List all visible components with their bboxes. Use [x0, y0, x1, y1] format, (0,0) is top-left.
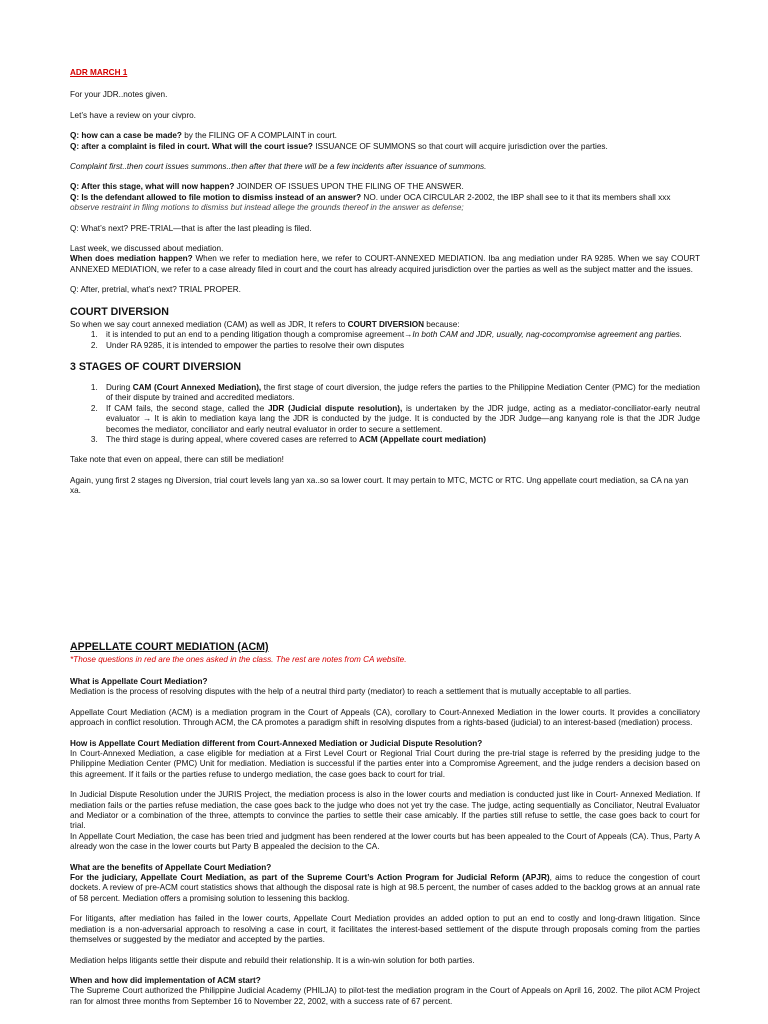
acm-paragraph-4: For litigants, after mediation has failed in the lower courts, Appellate Court Mediation provides an added option to put an end to costly and long-drawn litigation. Since mediation is a non-adversarial approach to resolving a case in court, it facilitates the interest-based settlement of the dispute through proposals coming from the parties themselves or suggested by the mediator and accepted by the parties. [70, 914, 700, 945]
list-item: 2. Under RA 9285, it is intended to empower the parties to resolve their own disputes [100, 341, 700, 351]
qa-item-3 [70, 182, 700, 192]
acm-question-2-text: How is Appellate Court Mediation different from Court-Annexed Mediation or Judicial Dispute Resolution? [70, 738, 483, 748]
stages-explanation: Again, yung first 2 stages ng Diversion, trial court levels lang yan xa..so sa lower court. It may pertain to MTC, MCTC or RTC. Ung appellate court mediation, sa CA na yan xa. [70, 475, 689, 496]
answer-4-quote: observe restraint in filing motions to dismiss but instead allege the grounds thereof in the answer as defense; [70, 203, 464, 213]
page-gap [70, 507, 700, 637]
court-diversion-intro-text: So when we say court annexed mediation (CAM) as well as JDR, It refers to [70, 319, 348, 329]
acm-paragraph-1: Appellate Court Mediation (ACM) is a mediation program in the Court of Appeals (CA), corollary to Court-Annexed Mediation in the lower courts. It provides a conciliatory approach in conflict resolution. Through ACM, the CA promotes a paradigm shift in resolving disputes from a rights-based (judicial) to an interest-based (mediation) process. [70, 707, 700, 728]
stage-1-term: CAM (Court Annexed Mediation), [132, 382, 262, 392]
list-item [100, 404, 700, 435]
stages-list [70, 383, 700, 445]
list-item-note: In both CAM and JDR, usually, nag-cocompromise agreement ang parties. [412, 330, 683, 340]
question-2: Q: after a complaint is filed in court. What will the court issue? [70, 141, 313, 151]
question-5: Q: What’s next? [70, 223, 129, 233]
acm-question-2 [70, 739, 700, 749]
qa-item-4 [70, 193, 700, 214]
stage-3-lead: The third stage is during appeal, where covered cases are referred to [106, 434, 360, 444]
answer-4: NO. under OCA CIRCULAR 2-2002, the IBP shall see to it that its members shall xxx [361, 192, 671, 202]
acm-answer-4: The Supreme Court authorized the Philippine Judicial Academy (PHILJA) to pilot-test the mediation program in the Court of Appeals on April 16, 2002. The pilot ACM Project ran for almost three months from September 16 to November 22, 2002, with a success rate of 67 percent. [70, 986, 700, 1006]
list-item [100, 330, 700, 340]
question-3: Q: After this stage, what will now happen? [70, 182, 235, 192]
acm-paragraph-5: Mediation helps litigants settle their dispute and rebuild their relationship. It is a win-win solution for both parties. [70, 955, 475, 965]
court-diversion-intro-end: because: [424, 319, 460, 329]
qa-item-1 [70, 131, 700, 141]
qa-item-7 [70, 285, 700, 295]
qa-item-2 [70, 142, 700, 152]
stage-1-lead: During [106, 382, 133, 392]
acm-question-3 [70, 863, 700, 873]
acm-answer-3-text: , aims to reduce the congestion of court dockets. A review of pre-ACM court statistics shows that although the disposal rate is high at 98.5 percent, the number of cases added to the backlog grows at an annual rate of 58 percent. Mediation offers a promising solution to lessening this backlog. [70, 873, 700, 903]
qa-item-6 [70, 254, 700, 275]
question-6: When does mediation happen? [70, 254, 193, 264]
acm-heading: APPELLATE COURT MEDIATION (ACM) [70, 640, 269, 653]
intro-text: For your JDR..notes given. [70, 90, 168, 100]
note-1 [70, 162, 700, 172]
document-body [70, 68, 700, 1017]
list-item-text: it is intended to put an end to a pending litigation though a compromise agreement→ [106, 330, 413, 340]
stage-2-lead: If CAM fails, the second stage, called the [106, 403, 268, 413]
stage-3-term: ACM (Appellate court mediation) [359, 434, 486, 444]
acm-question-3-text: What are the benefits of Appellate Court Mediation? [70, 862, 272, 872]
answer-7: TRIAL PROPER. [176, 285, 241, 295]
list-item [100, 435, 700, 445]
answer-6: When we refer to mediation here, we refer to COURT-ANNEXED MEDIATION. Iba ang mediation under RA 9285. When we say COURT ANNEXED MEDIATION, we refer to a case already filed in court and the court has already acquired jurisdiction over the parties as well as the subject matter and the issues. [70, 254, 700, 274]
acm-paragraph-3: In Appellate Court Mediation, the case has been tried and judgment has been rendered at the lower courts but has been appealed to the Court of Appeals (CA). Thus, Party A already won the case in the lower courts but Party B appealed the decision to the CA. [70, 831, 700, 852]
acm-question-1-text: What is Appellate Court Mediation? [70, 676, 208, 686]
acm-note [70, 655, 700, 665]
answer-2: ISSUANCE OF SUMMONS so that court will acquire jurisdiction over the parties. [312, 141, 608, 151]
acm-answer-3 [70, 873, 700, 904]
note-1-text: Complaint first..then court issues summons..then after that there will be a few incidents after issuance of summons. [70, 162, 487, 172]
question-4: Q: Is the defendant allowed to file motion to dismiss instead of an answer? [70, 192, 362, 202]
stage-2-text: is undertaken by the JDR judge, acting as a mediator-conciliator-early neutral evaluator → It is akin to mediation kaya lang the JDR is conducted by the judge. It is conducted by the JDR Judge—ang kanyang role is that the JDR Judge becomes the mediator, conciliator and early neutral evaluator in order to secure a settlement. [106, 403, 700, 434]
answer-5: PRE-TRIAL—that is after the last pleading is filed. [128, 223, 312, 233]
qa-item-5 [70, 224, 700, 234]
document-title: ADR MARCH 1 [70, 68, 128, 77]
acm-answer-2: In Court-Annexed Mediation, a case eligible for mediation at a First Level Court or Regional Trial Court during the pre-trial stage is referred by the presiding judge to the Philippine Mediation Center (PMC) Unit for mediation. Mediation is successful if the parties enter into a Compromise Agreement, and the judge renders a decision based on this agreement. If it fails or the parties refuse to undergo mediation, the case goes back to court for trial. [70, 749, 700, 779]
court-diversion-intro [70, 320, 700, 330]
court-diversion-heading: COURT DIVERSION [70, 305, 169, 318]
acm-question-1 [70, 677, 700, 687]
mediation-intro: Last week, we discussed about mediation. [70, 244, 224, 254]
answer-3: JOINDER OF ISSUES UPON THE FILING OF THE ANSWER. [234, 182, 464, 192]
stage-2-term: JDR (Judicial dispute resolution), [267, 403, 403, 413]
list-item [100, 383, 700, 404]
court-diversion-term: COURT DIVERSION [347, 319, 425, 329]
question-7: Q: After, pretrial, what’s next? [70, 285, 177, 295]
court-diversion-list [70, 330, 700, 351]
acm-paragraph-2: In Judicial Dispute Resolution under the JURIS Project, the mediation process is also in the lower courts and mediation is conducted just like in Court- Annexed Mediation. If mediation fails or the parties refuse mediation, the case goes back to the judge who does not yet try the case. The judge, acting sequentially as Conciliator, Neutral Evaluator and Mediator or a combination of the three, attempts to convince the parties to settle their case amicably. If the parties still refuse to settle, the case goes back to court for trial. [70, 790, 700, 831]
stages-heading: 3 STAGES OF COURT DIVERSION [70, 360, 242, 373]
stages-note: Take note that even on appeal, there can still be mediation! [70, 455, 284, 465]
stage-1-text: the first stage of court diversion, the judge refers the parties to the Philippine Mediation Center (PMC) for the mediation of their dispute by trained and accredited mediators. [106, 382, 700, 403]
acm-question-4 [70, 976, 700, 986]
acm-note-text: *Those questions in red are the ones asked in the class. The rest are notes from CA website. [70, 654, 407, 664]
acm-question-4-text: When and how did implementation of ACM start? [70, 975, 261, 985]
review-text: Let’s have a review on your civpro. [70, 110, 196, 120]
question-1: Q: how can a case be made? [70, 131, 182, 141]
acm-answer-3-lead: For the judiciary, Appellate Court Mediation, as part of the Supreme Court’s Action Program for Judicial Reform (APJR) [70, 873, 550, 883]
answer-1: by the FILING OF A COMPLAINT in court. [181, 131, 337, 141]
acm-answer-1: Mediation is the process of resolving disputes with the help of a neutral third party (mediator) to reach a settlement that is mutually acceptable to all parties. [70, 687, 632, 697]
